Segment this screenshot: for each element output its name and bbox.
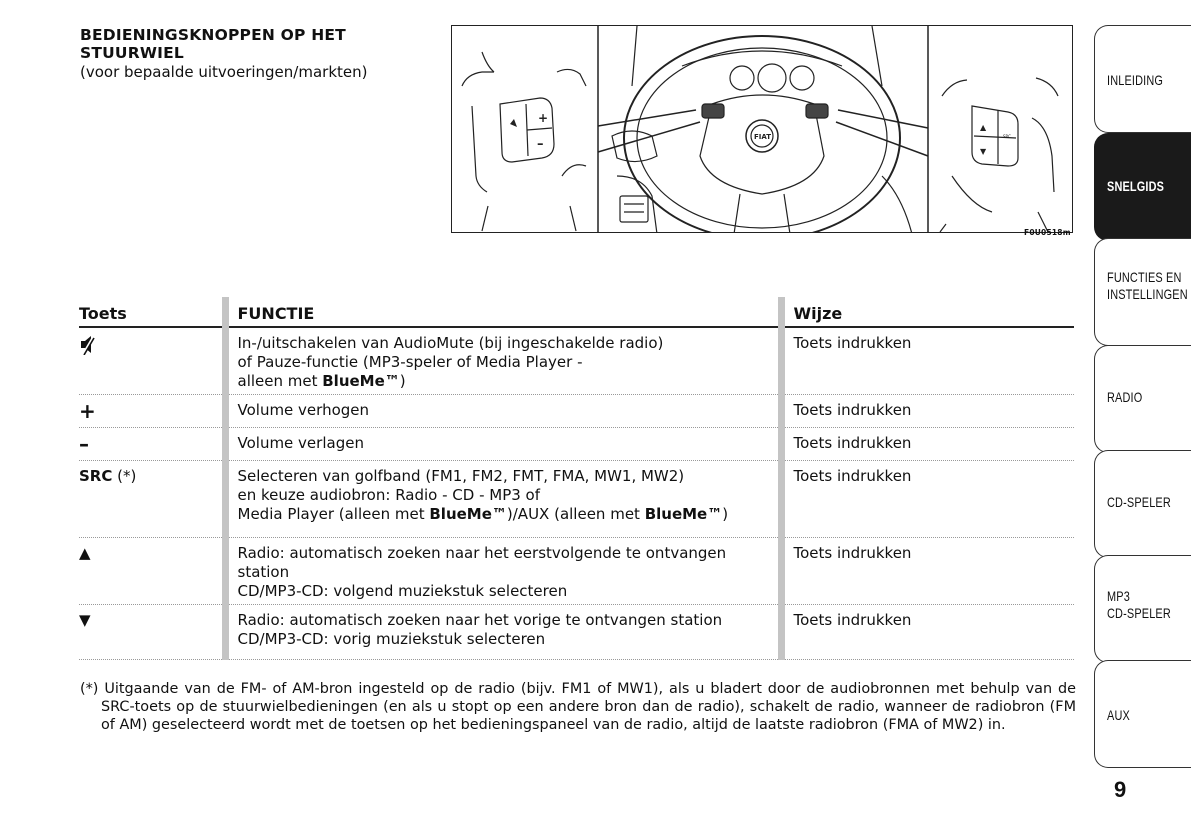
table-header-row [79, 297, 1074, 327]
left-control-detail [462, 52, 586, 231]
up-button-label: ▲ [980, 123, 987, 132]
tab-snelgids[interactable]: SNELGIDS [1094, 133, 1191, 241]
plus-button-label: + [538, 111, 549, 125]
down-button-label: ▼ [980, 147, 987, 156]
mute-icon [510, 119, 517, 127]
mode-cell: Toets indrukken [781, 327, 1074, 395]
tab-radio[interactable]: RADIO [1094, 345, 1191, 453]
mode-cell: Toets indrukken [781, 461, 1074, 538]
function-line: alleen met BlueMe™) [237, 372, 406, 390]
heading-title: BEDIENINGSKNOPPEN OP HET STUURWIEL [80, 26, 346, 62]
src-note: (*) [112, 467, 137, 485]
function-cell: Volume verhogen [225, 395, 781, 428]
page-number: 9 [1114, 777, 1127, 802]
figure-code: F0U0518m [1024, 228, 1071, 237]
table-row [79, 605, 1074, 660]
mode-cell: Toets indrukken [781, 538, 1074, 605]
mode-cell: Toets indrukken [781, 428, 1074, 461]
table-row [79, 327, 1074, 395]
src-button-label: SRC [1003, 134, 1011, 139]
function-line: CD/MP3-CD: vorig muziekstuk selecteren [237, 630, 546, 648]
mode-cell: Toets indrukken [781, 395, 1074, 428]
function-cell [225, 605, 781, 660]
controls-table [79, 297, 1074, 660]
footnote: (*) Uitgaande van de FM- of AM-bron ingesteld op de radio (bijv. FM1 of MW1), als u bladert door de audiobronnen met behulp van de SRC-toets op de stuurwielbedieningen (en als u stopt op een andere bron dan de radio), schakelt de radio, wanneer de radiobron (FM of AM) geselecteerd wordt met de toetsen op het bedieningspaneel van de radio, altijd de laatste radiobron (FMA of MW2) in. [80, 681, 1076, 733]
up-arrow-symbol: ▲ [79, 544, 91, 562]
function-line: of Pauze-functie (MP3-speler of Media Player - [237, 353, 583, 371]
section-heading [80, 26, 420, 82]
key-cell [79, 395, 225, 428]
key-cell [79, 327, 225, 395]
header-toets: Toets [79, 297, 225, 327]
function-line: Radio: automatisch zoeken naar het vorige te ontvangen station [237, 611, 723, 629]
function-line: CD/MP3-CD: volgend muziekstuk selecteren [237, 582, 568, 600]
right-control-detail [940, 78, 1058, 232]
plus-symbol: + [79, 399, 96, 423]
function-line: en keuze audiobron: Radio - CD - MP3 of [237, 486, 541, 504]
badge-label: FIAT [754, 133, 772, 141]
minus-button-label: – [537, 137, 544, 152]
tab-functies-en-instellingen[interactable]: FUNCTIES EN INSTELLINGEN [1094, 238, 1191, 346]
function-cell [225, 461, 781, 538]
header-wijze: Wijze [781, 297, 1074, 327]
mute-pause-icon [79, 335, 95, 355]
function-line: Radio: automatisch zoeken naar het eerstvolgende te ontvangen station [237, 544, 727, 581]
function-line: Selecteren van golfband (FM1, FM2, FMT, FMA, MW1, MW2) [237, 467, 685, 485]
key-cell [79, 605, 225, 660]
table-row [79, 461, 1074, 538]
key-cell [79, 538, 225, 605]
table-row [79, 538, 1074, 605]
tab-cd-speler[interactable]: CD-SPELER [1094, 450, 1191, 558]
table-row [79, 395, 1074, 428]
function-line: Media Player (alleen met BlueMe™)/AUX (alleen met BlueMe™) [237, 505, 729, 523]
tab-mp3-cd-speler[interactable]: MP3 CD-SPELER [1094, 555, 1191, 663]
down-arrow-symbol: ▼ [79, 611, 91, 629]
header-functie: FUNCTIE [225, 297, 781, 327]
tab-inleiding[interactable]: INLEIDING [1094, 25, 1191, 133]
function-line: In-/uitschakelen van AudioMute (bij ingeschakelde radio) [237, 334, 664, 352]
minus-symbol: – [79, 432, 89, 456]
function-cell [225, 327, 781, 395]
tab-aux[interactable]: AUX [1094, 660, 1191, 768]
table-row [79, 428, 1074, 461]
heading-subtitle: (voor bepaalde uitvoeringen/markten) [80, 63, 368, 81]
function-cell: Volume verlagen [225, 428, 781, 461]
function-cell [225, 538, 781, 605]
key-cell [79, 461, 225, 538]
steering-wheel-illustration [451, 25, 1073, 233]
src-key: SRC [79, 467, 113, 485]
key-cell [79, 428, 225, 461]
mode-cell: Toets indrukken [781, 605, 1074, 660]
